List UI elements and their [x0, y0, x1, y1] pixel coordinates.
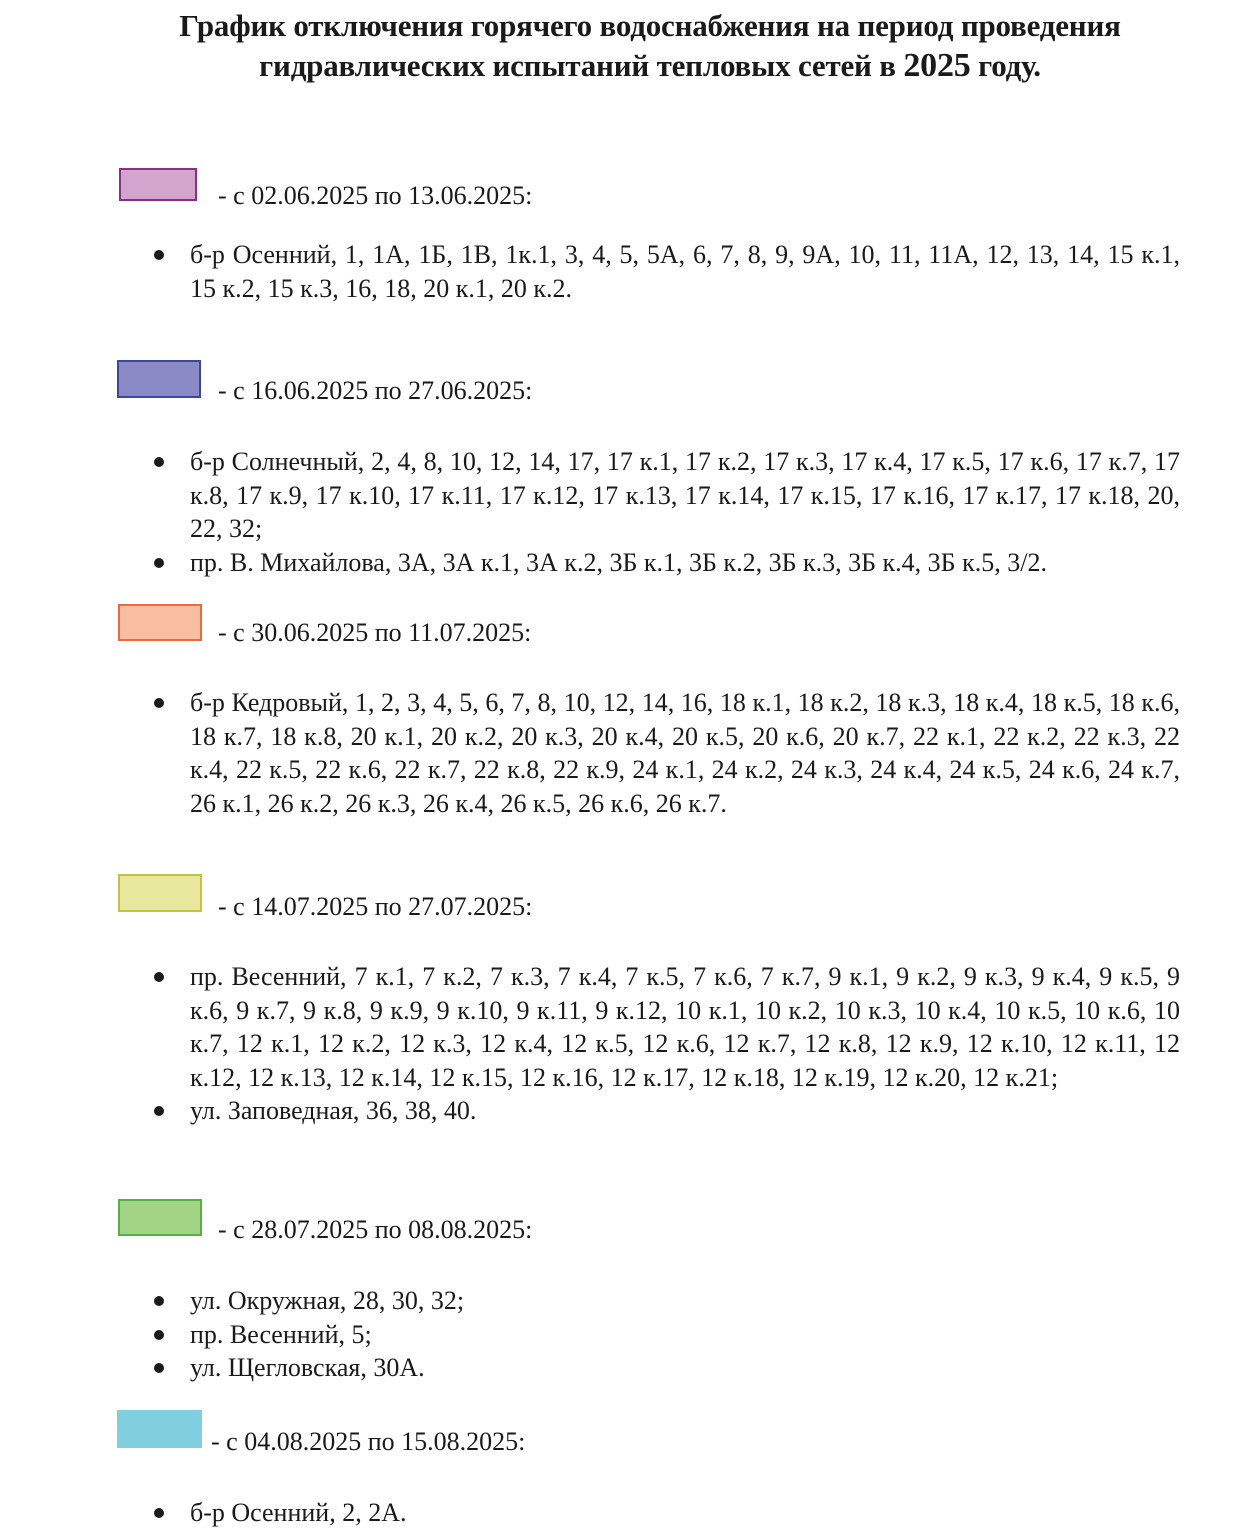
- period-5-color-swatch: [118, 1199, 202, 1236]
- title-line-2: [60, 46, 1237, 86]
- period-1-color-swatch: [119, 168, 197, 201]
- title-line-2-end: году.: [970, 48, 1041, 83]
- period-1-address-list: [150, 238, 1180, 305]
- list-item: ул. Щегловская, 30А.: [150, 1351, 1180, 1385]
- period-2-color-swatch: [117, 360, 201, 398]
- list-item: пр. В. Михайлова, 3А, 3А к.1, 3А к.2, 3Б к.1, 3Б к.2, 3Б к.3, 3Б к.4, 3Б к.5, 3/2.: [150, 546, 1180, 580]
- list-item: б-р Осенний, 2, 2А.: [150, 1496, 1180, 1530]
- period-4-address-list: [150, 960, 1180, 1128]
- list-item: б-р Солнечный, 2, 4, 8, 10, 12, 14, 17, 17 к.1, 17 к.2, 17 к.3, 17 к.4, 17 к.5, 17 к.6, 17 к.7, 17 к.8, 17 к.9, 17 к.10, 17 к.11, 17 к.12, 17 к.13, 17 к.14, 17 к.15, 17 к.16, 17 к.17, 17 к.18, 20, 22, 32;: [150, 445, 1180, 546]
- list-item: пр. Весенний, 5;: [150, 1318, 1180, 1352]
- list-item: ул. Заповедная, 36, 38, 40.: [150, 1094, 1180, 1128]
- period-6-color-swatch: [117, 1410, 202, 1448]
- period-5-label: - с 28.07.2025 по 08.08.2025:: [218, 1215, 533, 1244]
- period-6-label: - с 04.08.2025 по 15.08.2025:: [211, 1427, 526, 1456]
- period-1-label: - с 02.06.2025 по 13.06.2025:: [218, 181, 533, 210]
- period-2-label: - с 16.06.2025 по 27.06.2025:: [218, 376, 533, 405]
- list-item: б-р Кедровый, 1, 2, 3, 4, 5, 6, 7, 8, 10, 12, 14, 16, 18 к.1, 18 к.2, 18 к.3, 18 к.4, 18 к.5, 18 к.6, 18 к.7, 18 к.8, 20 к.1, 20 к.2, 20 к.3, 20 к.4, 20 к.5, 20 к.6, 20 к.7, 22 к.1, 22 к.2, 22 к.3, 22 к.4, 22 к.5, 22 к.6, 22 к.7, 22 к.8, 22 к.9, 24 к.1, 24 к.2, 24 к.3, 24 к.4, 24 к.5, 24 к.6, 24 к.7, 26 к.1, 26 к.2, 26 к.3, 26 к.4, 26 к.5, 26 к.6, 26 к.7.: [150, 686, 1180, 820]
- period-3-address-list: [150, 686, 1180, 820]
- period-4-label: - с 14.07.2025 по 27.07.2025:: [218, 892, 533, 921]
- period-5-address-list: [150, 1284, 1180, 1385]
- title-line-1: График отключения горячего водоснабжения на период проведения: [179, 8, 1121, 43]
- period-2-address-list: [150, 445, 1180, 579]
- list-item: б-р Осенний, 1, 1А, 1Б, 1В, 1к.1, 3, 4, 5, 5А, 6, 7, 8, 9, 9А, 10, 11, 11А, 12, 13, 14, 15 к.1, 15 к.2, 15 к.3, 16, 18, 20 к.1, 20 к.2.: [150, 238, 1180, 305]
- title-year: 2025: [903, 47, 971, 84]
- period-6-address-list: [150, 1496, 1180, 1530]
- list-item: ул. Окружная, 28, 30, 32;: [150, 1284, 1180, 1318]
- period-3-label: - с 30.06.2025 по 11.07.2025:: [218, 618, 532, 647]
- period-3-color-swatch: [118, 604, 202, 641]
- period-4-color-swatch: [118, 874, 202, 912]
- document-title: [60, 6, 1237, 86]
- title-line-2-start: гидравлических испытаний тепловых сетей в: [259, 48, 904, 83]
- list-item: пр. Весенний, 7 к.1, 7 к.2, 7 к.3, 7 к.4, 7 к.5, 7 к.6, 7 к.7, 9 к.1, 9 к.2, 9 к.3, 9 к.4, 9 к.5, 9 к.6, 9 к.7, 9 к.8, 9 к.9, 9 к.10, 9 к.11, 9 к.12, 10 к.1, 10 к.2, 10 к.3, 10 к.4, 10 к.5, 10 к.6, 10 к.7, 12 к.1, 12 к.2, 12 к.3, 12 к.4, 12 к.5, 12 к.6, 12 к.7, 12 к.8, 12 к.9, 12 к.10, 12 к.11, 12 к.12, 12 к.13, 12 к.14, 12 к.15, 12 к.16, 12 к.17, 12 к.18, 12 к.19, 12 к.20, 12 к.21;: [150, 960, 1180, 1094]
